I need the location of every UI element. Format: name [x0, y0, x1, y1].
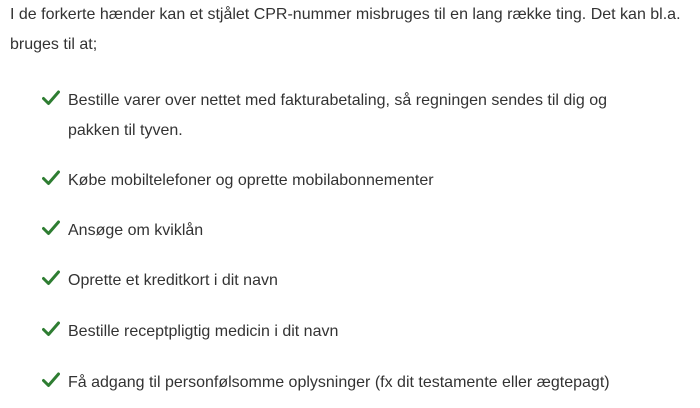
list-item-text: Oprette et kreditkort i dit navn: [68, 272, 278, 289]
list-item-text: Bestille varer over nettet med fakturabetaling, så regningen sendes til dig og pakken til tyven.: [68, 92, 607, 139]
check-icon: [42, 270, 60, 286]
list-item-text: Ansøge om kviklån: [68, 222, 204, 239]
check-icon: [42, 220, 60, 236]
list-item-text: Bestille receptpligtig medicin i dit navn: [68, 323, 339, 340]
check-icon: [42, 90, 60, 106]
list-item: [42, 166, 662, 196]
list-item-text: Købe mobiltelefoner og oprette mobilabonnementer: [68, 172, 434, 189]
list-item: [42, 368, 662, 398]
list-item: [42, 216, 662, 246]
intro-paragraph: I de forkerte hænder kan et stjålet CPR-nummer misbruges til en lang række ting. Det kan bl.a. bruges til at;: [10, 6, 681, 53]
list-item: [42, 86, 662, 146]
list-item: [42, 266, 662, 296]
check-icon: [42, 170, 60, 186]
list-item-text: Få adgang til personfølsomme oplysninger (fx dit testamente eller ægtepagt): [68, 374, 610, 391]
list-item: [42, 317, 662, 347]
check-icon: [42, 321, 60, 337]
check-icon: [42, 372, 60, 388]
